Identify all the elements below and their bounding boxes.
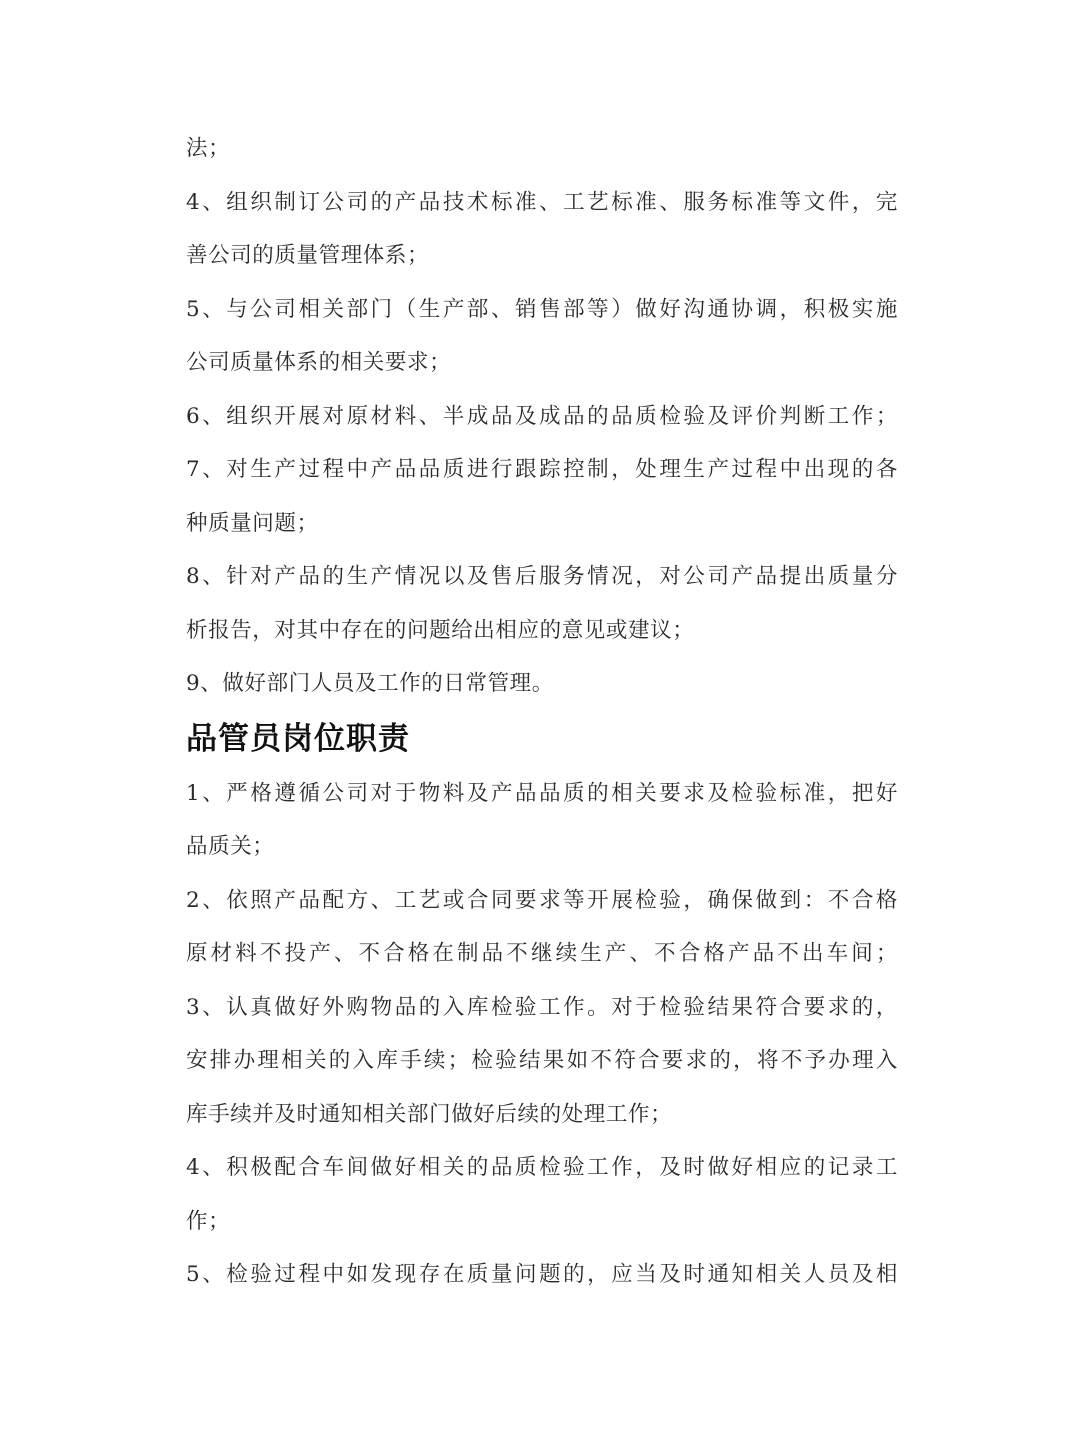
text-line: 种质量问题； — [186, 510, 319, 536]
text-line: 8、针对产品的生产情况以及售后服务情况，对公司产品提出质量分 — [186, 564, 898, 589]
text-line: 5、与公司相关部门（生产部、销售部等）做好沟通协调，积极实施 — [186, 296, 898, 322]
document-page — [186, 122, 898, 1302]
text-line: 7、对生产过程中产品品质进行跟踪控制，处理生产过程中出现的各 — [186, 457, 898, 482]
text-line: 3、认真做好外购物品的入库检验工作。对于检验结果符合要求的， — [186, 994, 898, 1020]
text-line: 析报告，对其中存在的问题给出相应的意见或建议； — [186, 617, 695, 643]
text-line: 4、组织制订公司的产品技术标准、工艺标准、服务标准等文件，完 — [186, 189, 898, 215]
section-heading: 品管员岗位职责 — [186, 720, 410, 757]
text-line: 善公司的质量管理体系； — [186, 243, 430, 268]
text-line: 4、积极配合车间做好相关的品质检验工作，及时做好相应的记录工 — [186, 1155, 898, 1180]
text-line: 6、组织开展对原材料、半成品及成品的品质检验及评价判断工作； — [186, 403, 898, 429]
text-line: 9、做好部门人员及工作的日常管理。 — [186, 671, 554, 696]
text-line: 5、检验过程中如发现存在质量问题的，应当及时通知相关人员及相 — [186, 1262, 898, 1287]
text-line: 安排办理相关的入库手续；检验结果如不符合要求的，将不予办理入 — [186, 1048, 898, 1073]
text-line: 1、严格遵循公司对于物料及产品品质的相关要求及检验标准，把好 — [186, 780, 898, 806]
text-line: 公司质量体系的相关要求； — [186, 350, 452, 375]
text-line: 库手续并及时通知相关部门做好后续的处理工作； — [186, 1101, 673, 1127]
text-line: 品质关； — [186, 834, 275, 859]
text-line: 作； — [186, 1208, 231, 1234]
text-line: 原材料不投产、不合格在制品不继续生产、不合格产品不出车间； — [186, 941, 898, 966]
text-line: 法； — [186, 136, 231, 161]
text-line: 2、依照产品配方、工艺或合同要求等开展检验，确保做到：不合格 — [186, 887, 898, 913]
